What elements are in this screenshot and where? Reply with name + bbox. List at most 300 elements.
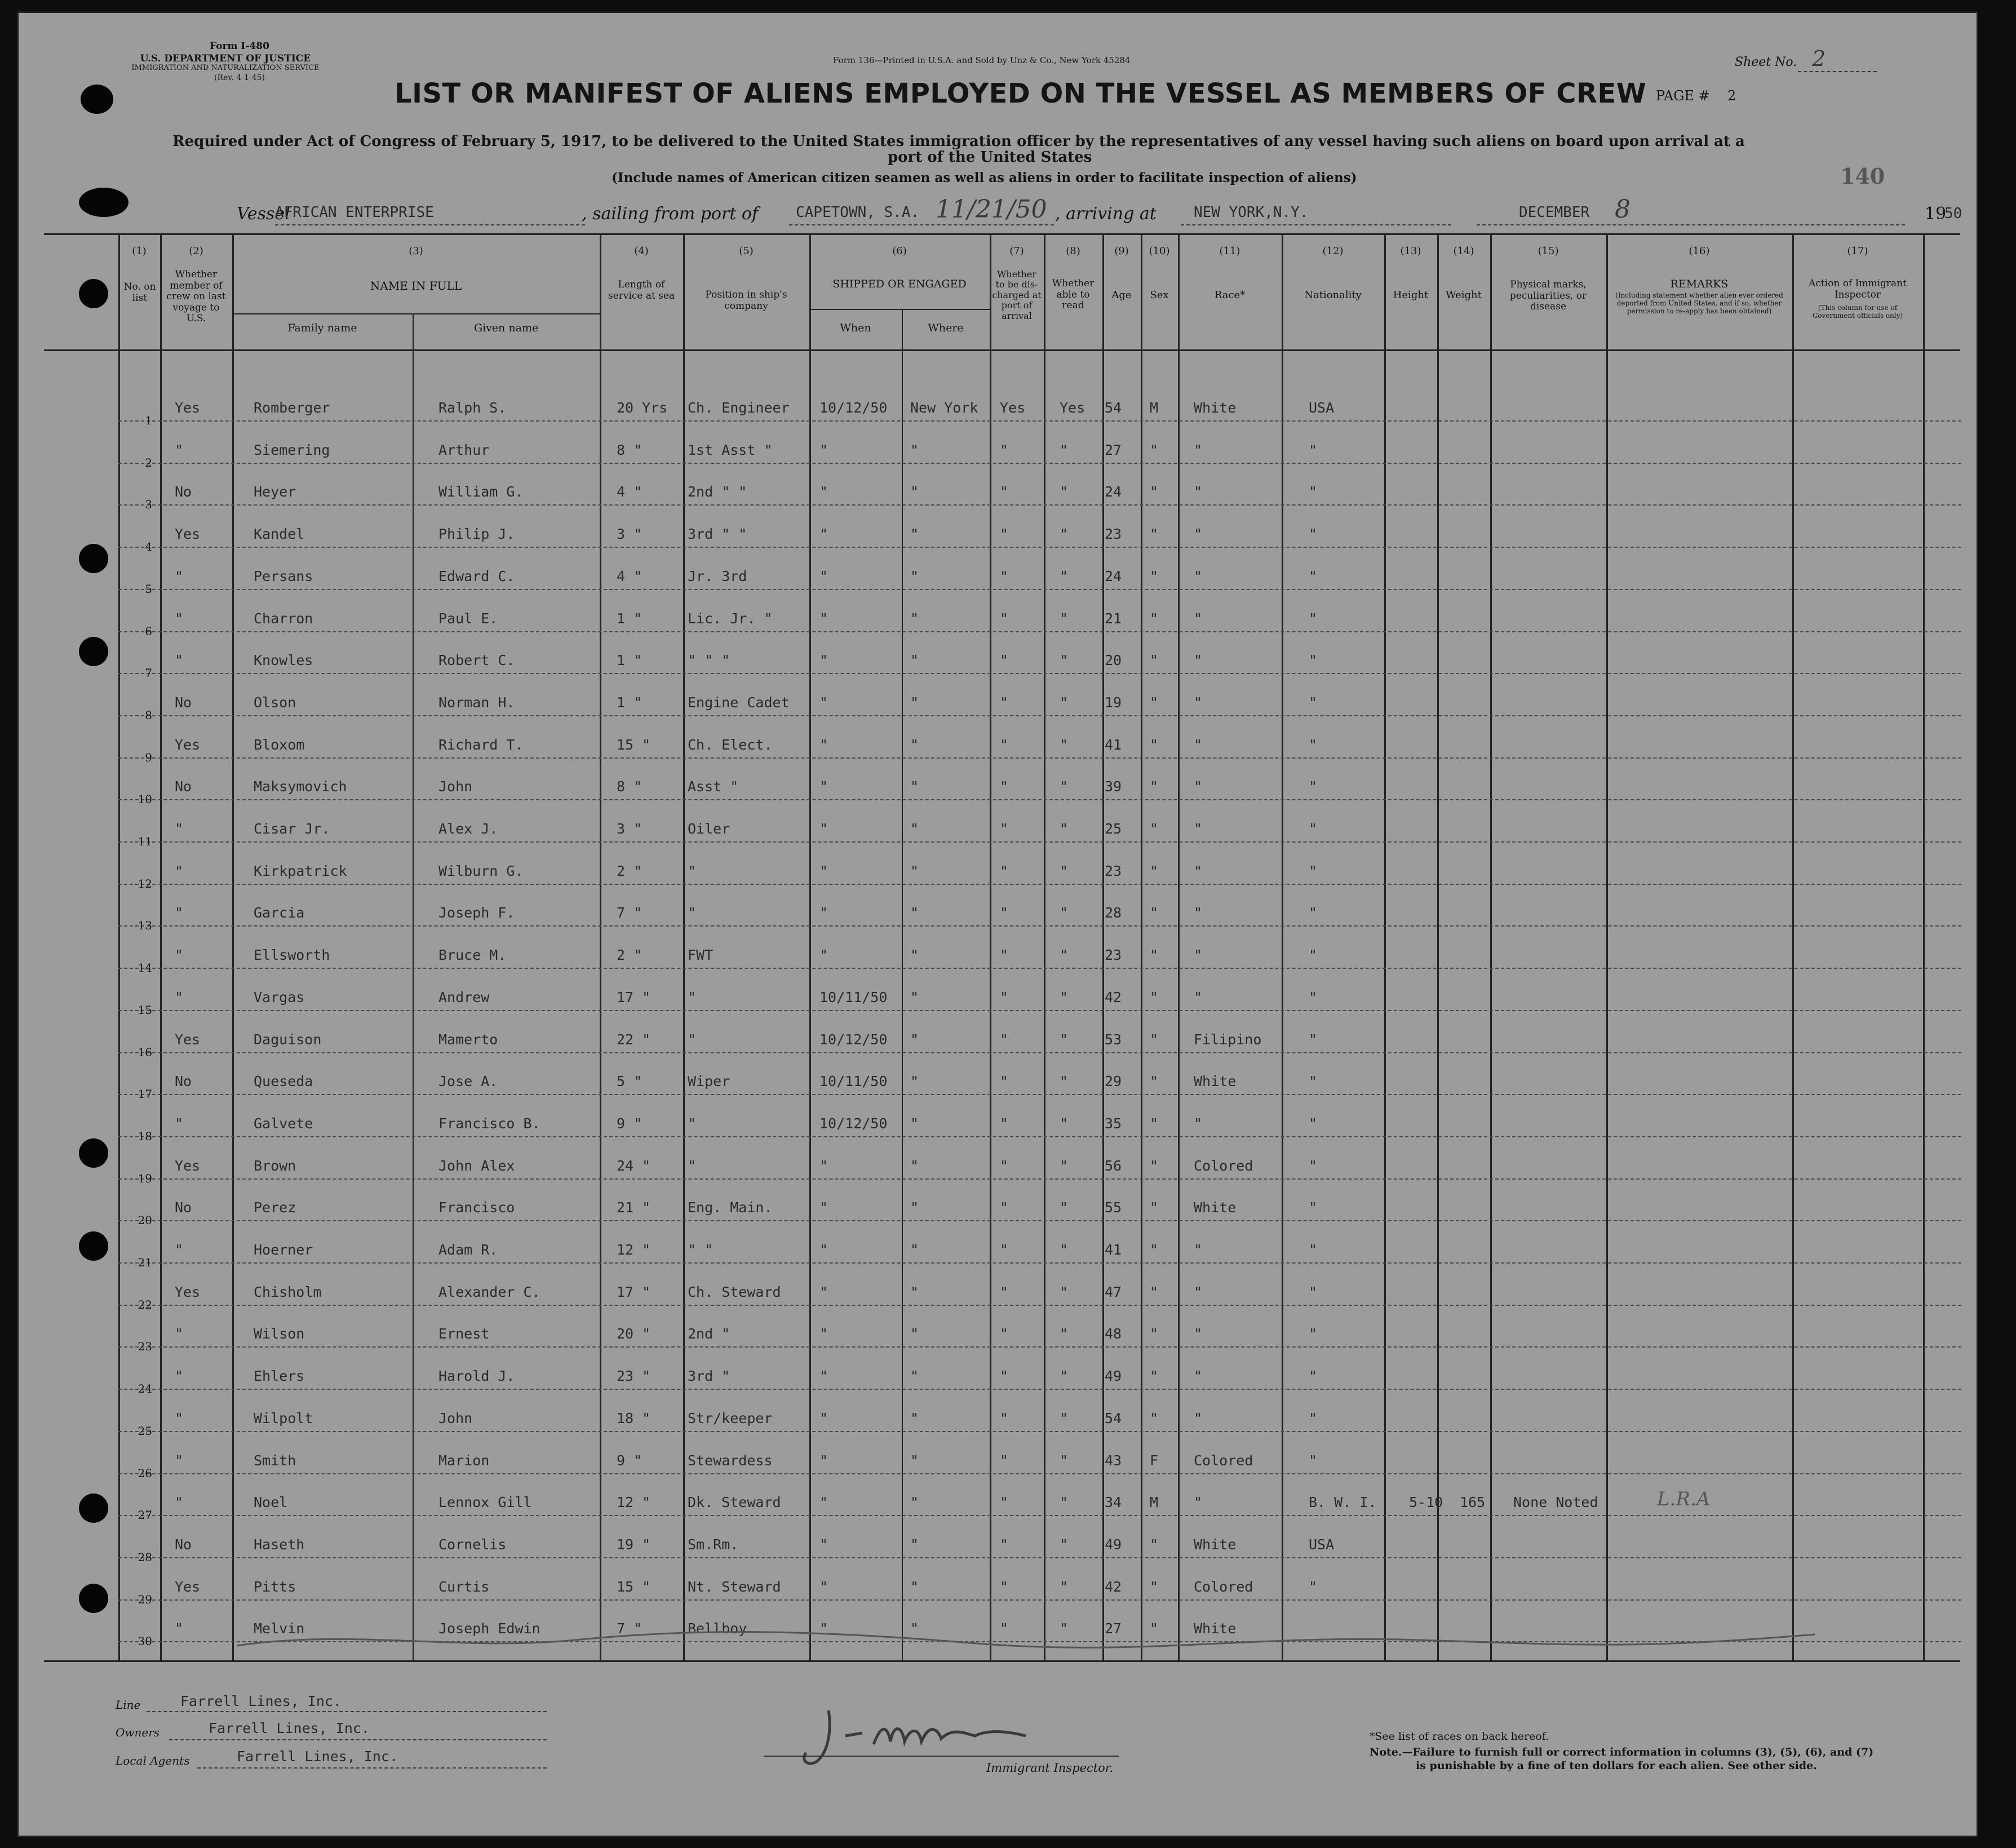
row-position: Ch. Engineer [688, 400, 790, 416]
row-length-service: 12 " [617, 1242, 651, 1258]
row-given-name: Edward C. [438, 568, 515, 584]
row-race: " [1194, 441, 1203, 458]
row-number: 19 [138, 1171, 152, 1185]
row-discharged: " [1000, 1578, 1009, 1595]
sheet-underline [1798, 71, 1877, 72]
row-length-service: 9 " [617, 1452, 643, 1469]
row-position: 2nd " [688, 1326, 730, 1342]
row-race: White [1194, 1536, 1237, 1553]
row-family-name: Galvete [254, 1115, 313, 1132]
row-family-name: Ellsworth [254, 947, 330, 964]
row-nationality: " [1309, 862, 1318, 879]
row-discharged: " [1000, 1410, 1009, 1426]
row-race: " [1194, 1368, 1203, 1385]
row-discharged: " [1000, 1620, 1009, 1637]
row-when: 10/11/50 [819, 989, 888, 1005]
row-family-name: Pitts [254, 1578, 296, 1595]
row-length-service: 3 " [617, 821, 643, 837]
row-position: " " " [688, 652, 730, 669]
row-member-crew: " [175, 568, 184, 584]
row-discharged: " [1000, 1494, 1009, 1511]
col-number: (12) [1322, 245, 1344, 257]
row-number: 3 [145, 498, 152, 512]
row-position: Stewardess [688, 1452, 773, 1469]
row-able-read: " [1060, 778, 1069, 795]
row-given-name: William G. [438, 484, 524, 500]
row-nationality: " [1309, 905, 1318, 921]
row-age: 35 [1105, 1115, 1122, 1132]
row-where: " [910, 1073, 919, 1090]
row-length-service: 18 " [617, 1410, 651, 1426]
punch-hole [79, 1138, 108, 1168]
row-family-name: Haseth [254, 1536, 305, 1553]
sheet-label: Sheet No. [1735, 55, 1797, 69]
row-when: 10/12/50 [819, 1031, 888, 1048]
row-length-service: 1 " [617, 610, 643, 627]
row-position: " " [688, 1242, 714, 1258]
row-nationality: " [1309, 568, 1318, 584]
row-member-crew: No [175, 1536, 192, 1553]
table-row [118, 1388, 1961, 1438]
row-number: 4 [145, 540, 152, 554]
row-race: " [1194, 1115, 1203, 1132]
row-age: 28 [1105, 905, 1122, 921]
header-length-service: Length of service at sea [608, 279, 675, 302]
row-age: 41 [1105, 1242, 1122, 1258]
row-number: 7 [145, 666, 152, 680]
row-given-name: John [438, 778, 473, 795]
row-length-service: 1 " [617, 652, 643, 669]
table-row [118, 925, 1961, 975]
row-able-read: " [1060, 1326, 1069, 1342]
header-able-read: Whether able to read [1052, 278, 1095, 312]
agents-label: Local Agents [116, 1754, 190, 1767]
row-number: 18 [138, 1129, 152, 1143]
row-where: " [910, 1494, 919, 1511]
row-nationality: " [1309, 1578, 1318, 1595]
arriving-port: NEW YORK,N.Y. [1194, 204, 1309, 221]
row-age: 24 [1105, 568, 1122, 584]
line-label: Line [116, 1698, 141, 1712]
row-race: " [1194, 568, 1203, 584]
row-nationality: " [1309, 526, 1318, 543]
row-number: 6 [145, 624, 152, 638]
row-able-read: " [1060, 989, 1069, 1005]
row-given-name: Alex J. [438, 821, 498, 837]
row-sex: " [1150, 1326, 1159, 1342]
row-when: " [819, 652, 828, 669]
subtitle-line-3: (Include names of American citizen seamen as well as aliens in order to facilitate inspection of aliens) [612, 170, 1357, 185]
row-age: 23 [1105, 526, 1122, 543]
row-where: " [910, 1326, 919, 1342]
row-sex: " [1150, 1578, 1159, 1595]
row-given-name: Jose A. [438, 1073, 498, 1090]
row-discharged: " [1000, 568, 1009, 584]
row-number: 23 [138, 1340, 152, 1354]
row-age: 55 [1105, 1199, 1122, 1216]
sailing-port: CAPETOWN, S.A. [796, 204, 920, 221]
table-row [118, 715, 1961, 764]
row-member-crew: Yes [175, 526, 201, 543]
row-race: " [1194, 989, 1203, 1005]
row-discharged: " [1000, 484, 1009, 500]
row-when: 10/12/50 [819, 1115, 888, 1132]
table-row [118, 883, 1961, 933]
row-able-read: " [1060, 1452, 1069, 1469]
row-where: " [910, 1536, 919, 1553]
row-given-name: Francisco [438, 1199, 515, 1216]
row-where: " [910, 1368, 919, 1385]
row-where: " [910, 1031, 919, 1048]
row-family-name: Bloxom [254, 736, 305, 753]
row-age: 42 [1105, 1578, 1122, 1595]
col-number: (16) [1689, 245, 1710, 257]
row-member-crew: " [175, 1452, 184, 1469]
row-given-name: Harold J. [438, 1368, 515, 1385]
header-name-in-full: NAME IN FULL [370, 279, 462, 293]
row-nationality: " [1309, 1242, 1318, 1258]
row-discharged: " [1000, 610, 1009, 627]
row-length-service: 7 " [617, 1620, 643, 1637]
row-nationality: " [1309, 441, 1318, 458]
row-length-service: 8 " [617, 441, 643, 458]
header-race: Race* [1214, 289, 1246, 301]
row-member-crew: " [175, 652, 184, 669]
row-given-name: Mamerto [438, 1031, 498, 1048]
row-where: " [910, 652, 919, 669]
row-number: 10 [138, 792, 152, 806]
row-race: " [1194, 736, 1203, 753]
row-member-crew: " [175, 1410, 184, 1426]
row-sex: " [1150, 1410, 1159, 1426]
row-race: " [1194, 526, 1203, 543]
table-row [118, 1136, 1961, 1185]
row-discharged: " [1000, 736, 1009, 753]
row-where: " [910, 1410, 919, 1426]
row-given-name: Alexander C. [438, 1283, 540, 1300]
row-position: " [688, 989, 697, 1005]
row-number: 26 [138, 1466, 152, 1480]
page-number: 2 [1727, 88, 1736, 104]
row-nationality: " [1309, 736, 1318, 753]
printer-line: Form 136—Printed in U.S.A. and Sold by Unz & Co., New York 45284 [833, 55, 1131, 65]
row-age: 34 [1105, 1494, 1122, 1511]
row-able-read: " [1060, 1536, 1069, 1553]
row-race: Filipino [1194, 1031, 1262, 1048]
row-race: " [1194, 905, 1203, 921]
row-position: FWT [688, 947, 714, 964]
table-row [118, 672, 1961, 722]
col-number: (5) [739, 245, 754, 257]
row-member-crew: " [175, 610, 184, 627]
table-row [118, 1093, 1961, 1143]
punch-hole [79, 1584, 108, 1613]
row-position: Wiper [688, 1073, 730, 1090]
row-length-service: 8 " [617, 778, 643, 795]
row-length-service: 5 " [617, 1073, 643, 1090]
row-family-name: Brown [254, 1157, 296, 1174]
row-sex: " [1150, 1620, 1159, 1637]
stamp-number: 140 [1840, 163, 1885, 189]
row-able-read: " [1060, 1242, 1069, 1258]
header-remarks: REMARKS [1670, 278, 1729, 290]
page-title: LIST OR MANIFEST OF ALIENS EMPLOYED ON THE VESSEL AS MEMBERS OF CREW [395, 78, 1647, 109]
row-able-read: " [1060, 1031, 1069, 1048]
row-able-read: " [1060, 1157, 1069, 1174]
punch-hole [79, 637, 108, 666]
row-when: " [819, 610, 828, 627]
col-number: (14) [1453, 245, 1474, 257]
row-number: 9 [145, 750, 152, 764]
row-sex: " [1150, 610, 1159, 627]
name-subheader-line [232, 313, 600, 314]
row-discharged: " [1000, 1157, 1009, 1174]
row-when: " [819, 1157, 828, 1174]
sheet-number: 2 [1812, 46, 1826, 71]
row-given-name: Arthur [438, 441, 490, 458]
row-nationality: " [1309, 947, 1318, 964]
row-race: Colored [1194, 1157, 1253, 1174]
row-when: " [819, 736, 828, 753]
row-number: 8 [145, 708, 152, 722]
table-bottom-border [44, 1660, 1960, 1662]
row-age: 43 [1105, 1452, 1122, 1469]
row-length-service: 22 " [617, 1031, 651, 1048]
row-nationality: " [1309, 484, 1318, 500]
row-sex: " [1150, 1368, 1159, 1385]
header-given-name: Given name [473, 322, 539, 334]
row-when: " [819, 1620, 828, 1637]
arriving-underline [1181, 224, 1451, 225]
row-position: Lic. Jr. " [688, 610, 773, 627]
row-member-crew: Yes [175, 736, 201, 753]
row-position: " [688, 1031, 697, 1048]
col-number: (11) [1219, 245, 1240, 257]
row-when: " [819, 441, 828, 458]
row-nationality: " [1309, 1115, 1318, 1132]
shipped-subheader-line [809, 309, 990, 310]
row-position: Sm.Rm. [688, 1536, 739, 1553]
row-sex: " [1150, 862, 1159, 879]
row-length-service: 21 " [617, 1199, 651, 1216]
row-nationality: " [1309, 1031, 1318, 1048]
row-member-crew: Yes [175, 1031, 201, 1048]
row-given-name: John [438, 1410, 473, 1426]
row-sex: M [1150, 1494, 1159, 1511]
row-sex: " [1150, 1031, 1159, 1048]
row-age: 29 [1105, 1073, 1122, 1090]
row-sex: " [1150, 1536, 1159, 1553]
row-nationality: " [1309, 1283, 1318, 1300]
row-nationality: " [1309, 610, 1318, 627]
row-able-read: " [1060, 821, 1069, 837]
row-number: 22 [138, 1297, 152, 1311]
row-nationality: USA [1309, 400, 1335, 416]
row-when: " [819, 484, 828, 500]
row-member-crew: " [175, 862, 184, 879]
agents-value: Farrell Lines, Inc. [237, 1748, 398, 1765]
row-member-crew: Yes [175, 1157, 201, 1174]
row-number: 28 [138, 1550, 152, 1564]
header-physical: Physical marks, peculiarities, or disease [1509, 279, 1587, 313]
row-able-read: " [1060, 694, 1069, 711]
col-number: (15) [1538, 245, 1559, 257]
row-member-crew: No [175, 1199, 192, 1216]
row-given-name: Joseph Edwin [438, 1620, 540, 1637]
row-able-read: " [1060, 1368, 1069, 1385]
row-discharged: " [1000, 947, 1009, 964]
row-race: " [1194, 484, 1203, 500]
row-given-name: John Alex [438, 1157, 515, 1174]
col-number: (13) [1400, 245, 1421, 257]
row-race: " [1194, 1242, 1203, 1258]
punch-hole [79, 544, 108, 573]
table-row [118, 967, 1961, 1017]
row-where: New York [910, 400, 978, 416]
row-when: " [819, 1536, 828, 1553]
row-length-service: 7 " [617, 905, 643, 921]
row-given-name: Ernest [438, 1326, 490, 1342]
arrival-month: DECEMBER [1519, 204, 1590, 221]
department: U.S. DEPARTMENT OF JUSTICE [140, 53, 311, 64]
row-sex: " [1150, 821, 1159, 837]
row-when: " [819, 694, 828, 711]
row-family-name: Garcia [254, 905, 305, 921]
col-number: (6) [892, 245, 907, 257]
row-number: 14 [138, 961, 152, 975]
row-able-read: " [1060, 484, 1069, 500]
row-given-name: Francisco B. [438, 1115, 540, 1132]
row-race: White [1194, 1199, 1237, 1216]
row-number: 12 [138, 876, 152, 890]
row-position: Ch. Elect. [688, 736, 773, 753]
row-when: " [819, 905, 828, 921]
note-line-1: Note.—Failure to furnish full or correct information in columns (3), (5), (6), and (7) [1370, 1746, 1874, 1758]
row-given-name: Bruce M. [438, 947, 507, 964]
row-age: 39 [1105, 778, 1122, 795]
row-discharged: " [1000, 1031, 1009, 1048]
row-race: " [1194, 610, 1203, 627]
row-position: 1st Asst " [688, 441, 773, 458]
row-sex: " [1150, 1073, 1159, 1090]
row-number: 16 [138, 1045, 152, 1059]
row-given-name: Robert C. [438, 652, 515, 669]
row-member-crew: " [175, 1242, 184, 1258]
row-race: " [1194, 821, 1203, 837]
row-length-service: 24 " [617, 1157, 651, 1174]
header-discharged: Whether to be dis-charged at port of arrival [992, 269, 1042, 321]
row-length-service: 15 " [617, 736, 651, 753]
table-header-border [44, 349, 1960, 351]
row-number: 27 [138, 1508, 152, 1522]
row-member-crew: Yes [175, 1283, 201, 1300]
row-position: Nt. Steward [688, 1578, 781, 1595]
row-family-name: Wilson [254, 1326, 305, 1342]
row-position: Bellboy [688, 1620, 747, 1637]
row-when: " [819, 568, 828, 584]
row-member-crew: " [175, 1115, 184, 1132]
row-able-read: " [1060, 441, 1069, 458]
row-discharged: " [1000, 526, 1009, 543]
row-member-crew: No [175, 694, 192, 711]
row-member-crew: " [175, 1494, 184, 1511]
year-prefix: 19 [1925, 204, 1947, 224]
row-able-read: " [1060, 905, 1069, 921]
row-family-name: Kirkpatrick [254, 862, 347, 879]
col-number: (1) [132, 245, 147, 257]
col-number: (9) [1114, 245, 1129, 257]
row-discharged: " [1000, 989, 1009, 1005]
row-age: 42 [1105, 989, 1122, 1005]
row-position: Eng. Main. [688, 1199, 773, 1216]
row-length-service: 20 " [617, 1326, 651, 1342]
table-row [118, 1346, 1961, 1396]
row-where: " [910, 989, 919, 1005]
row-position: Dk. Steward [688, 1494, 781, 1511]
note-races: *See list of races on back hereof. [1370, 1730, 1549, 1743]
row-sex: " [1150, 947, 1159, 964]
row-when: " [819, 1452, 828, 1469]
row-age: 19 [1105, 694, 1122, 711]
row-race: Colored [1194, 1452, 1253, 1469]
col-number: (8) [1066, 245, 1080, 257]
row-number: 1 [145, 414, 152, 427]
row-sex: " [1150, 989, 1159, 1005]
row-nationality: " [1309, 1368, 1318, 1385]
row-given-name: Joseph F. [438, 905, 515, 921]
row-family-name: Perez [254, 1199, 296, 1216]
row-able-read: " [1060, 652, 1069, 669]
row-length-service: 12 " [617, 1494, 651, 1511]
row-number: 30 [138, 1634, 152, 1648]
header-when: When [840, 322, 871, 334]
row-able-read: " [1060, 610, 1069, 627]
line-underline [147, 1711, 547, 1712]
row-when: 10/11/50 [819, 1073, 888, 1090]
row-sex: " [1150, 1115, 1159, 1132]
row-nationality: " [1309, 1073, 1318, 1090]
row-given-name: Richard T. [438, 736, 524, 753]
row-given-name: Lennox Gill [438, 1494, 532, 1511]
arrival-day: 8 [1615, 195, 1630, 224]
row-number: 17 [138, 1087, 152, 1101]
row-discharged: " [1000, 1242, 1009, 1258]
row-member-crew: " [175, 821, 184, 837]
col-number: (17) [1847, 245, 1868, 257]
date-underline [1477, 224, 1905, 225]
row-where: " [910, 1115, 919, 1132]
row-height: 5-10 [1409, 1494, 1443, 1511]
row-where: " [910, 441, 919, 458]
header-family-name: Family name [287, 322, 357, 334]
row-family-name: Romberger [254, 400, 330, 416]
header-where: Where [928, 322, 964, 334]
end-of-list-line [237, 1623, 1815, 1657]
row-able-read: " [1060, 1199, 1069, 1216]
row-nationality: " [1309, 1199, 1318, 1216]
row-race: " [1194, 1326, 1203, 1342]
punch-hole [81, 85, 113, 114]
row-member-crew: " [175, 947, 184, 964]
row-family-name: Cisar Jr. [254, 821, 330, 837]
row-age: 21 [1105, 610, 1122, 627]
table-top-border [44, 233, 1960, 235]
table-row [118, 1472, 1961, 1522]
row-age: 47 [1105, 1283, 1122, 1300]
vessel-underline [275, 224, 585, 225]
row-age: 27 [1105, 441, 1122, 458]
row-able-read: " [1060, 1283, 1069, 1300]
